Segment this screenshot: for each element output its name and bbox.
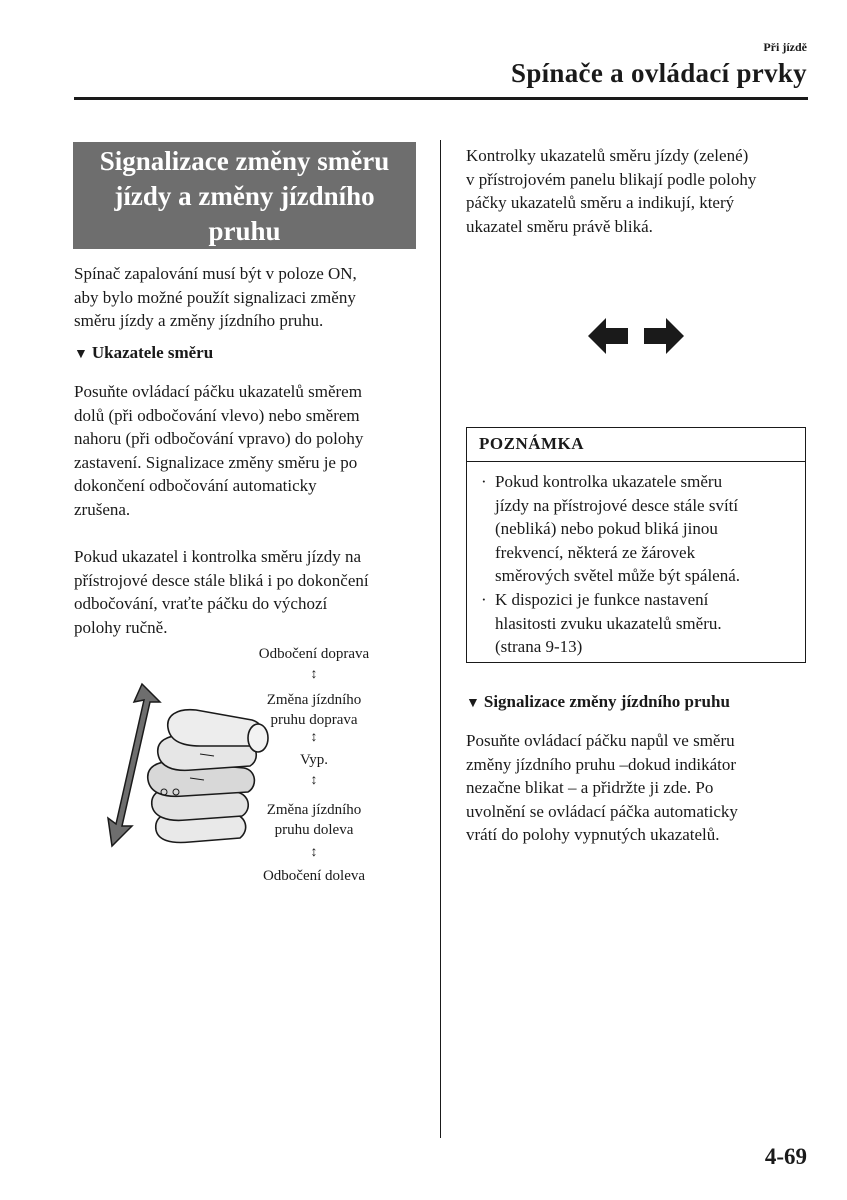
text-line: zastavení. Signalizace změny směru je po <box>74 452 358 472</box>
text-line: Spínač zapalování musí být v poloze ON, <box>74 264 357 283</box>
note-box <box>466 427 806 663</box>
page-number: 4-69 <box>764 1144 807 1169</box>
dot-bullet-icon: · <box>481 590 487 609</box>
label-lane-left <box>204 800 424 840</box>
text-line: Pokud ukazatel i kontrolka směru jízdy na <box>74 547 362 566</box>
text-line: K dispozici je funkce nastavení <box>495 590 709 609</box>
triangle-bullet-icon: ▼ <box>74 347 88 362</box>
turn-signal-paragraph <box>74 380 363 522</box>
label-line: pruhu doprava <box>270 712 358 728</box>
subheading-text: Signalizace změny jízdního pruhu <box>483 692 730 711</box>
text-line: aby bylo možné použít signalizaci změny <box>74 287 356 307</box>
updown-arrow-icon: ↕ <box>310 730 318 745</box>
dot-bullet-icon: · <box>481 472 487 491</box>
subheading-lane-change <box>466 692 730 712</box>
text-line: ukazatel směru právě bliká. <box>466 216 653 236</box>
left-arrow-icon <box>588 318 628 354</box>
subheading-turn-signals <box>74 343 213 363</box>
label-line: pruhu doleva <box>274 822 354 838</box>
text-line: dolů (při odbočování vlevo) nebo směrem <box>74 405 360 425</box>
text-line: vrátí do polohy vypnutých ukazatelů. <box>466 825 720 845</box>
section-title-box <box>73 142 416 249</box>
text-line: polohy ručně. <box>74 617 168 637</box>
label-right-turn: Odbočení doprava <box>258 646 370 662</box>
double-arrow-icon <box>108 684 160 846</box>
text-line: dokončení odbočování automaticky <box>74 476 317 496</box>
updown-arrow-icon: ↕ <box>310 845 318 860</box>
text-line: uvolnění se ovládací páčka automaticky <box>466 801 738 821</box>
running-header-chapter: Spínače a ovládací prvky <box>511 58 807 88</box>
updown-arrow-icon: ↕ <box>310 667 318 682</box>
label-line: Změna jízdního <box>266 692 362 708</box>
manual-return-paragraph <box>74 545 369 639</box>
text-line: jízdy na přístrojové desce stále svítí <box>495 495 739 515</box>
note-item <box>481 588 722 659</box>
text-line: Posuňte ovládací páčku napůl ve směru <box>466 731 735 750</box>
intro-paragraph <box>74 262 357 333</box>
text-line: Pokud kontrolka ukazatele směru <box>495 472 723 491</box>
right-arrow-icon <box>644 318 684 354</box>
text-line: směru jízdy a změny jízdního pruhu. <box>74 311 324 331</box>
note-heading: POZNÁMKA <box>479 434 585 453</box>
lever-figure <box>94 640 424 890</box>
header-rule <box>74 97 808 100</box>
text-line: frekvencí, některá ze žárovek <box>495 542 696 562</box>
note-item <box>481 470 740 588</box>
label-left-turn: Odbočení doleva <box>262 868 366 884</box>
text-line: hlasitosti zvuku ukazatelů směru. <box>495 613 722 633</box>
updown-arrow-icon: ↕ <box>310 773 318 788</box>
text-line: páčky ukazatelů směru a indikují, který <box>466 193 735 213</box>
running-header-section: Při jízdě <box>763 40 807 54</box>
text-line: nezačne blikat – a přidržte ji zde. Po <box>466 778 714 798</box>
label-off: Vyp. <box>300 752 328 768</box>
turn-indicator-arrows <box>588 318 684 354</box>
text-line: zrušena. <box>74 499 131 519</box>
text-line: Kontrolky ukazatelů směru jízdy (zelené) <box>466 146 749 165</box>
text-line: směrových světel může být spálená. <box>495 566 741 585</box>
text-line: změny jízdního pruhu –dokud indikátor <box>466 754 737 774</box>
section-title-line: Signalizace změny směru <box>99 146 390 176</box>
subheading-text: Ukazatele směru <box>91 343 214 362</box>
lane-change-paragraph <box>466 729 738 847</box>
label-lane-right <box>204 690 424 730</box>
note-header <box>467 428 805 462</box>
text-line: nahoru (při odbočování vpravo) do polohy <box>74 429 364 449</box>
column-divider <box>440 140 441 1138</box>
label-line: Změna jízdního <box>266 802 362 818</box>
text-line: (strana 9-13) <box>495 637 583 656</box>
triangle-bullet-icon: ▼ <box>466 696 480 711</box>
text-line: Posuňte ovládací páčku ukazatelů směrem <box>74 382 362 401</box>
indicator-paragraph <box>466 144 756 238</box>
section-title-line: pruhu <box>208 216 281 246</box>
text-line: v přístrojovém panelu blikají podle polohy <box>466 169 757 189</box>
section-title-line: jízdy a změny jízdního <box>114 181 375 211</box>
text-line: odbočování, vraťte páčku do výchozí <box>74 594 328 614</box>
text-line: přístrojové desce stále bliká i po dokončení <box>74 570 369 590</box>
text-line: (nebliká) nebo pokud bliká jinou <box>495 519 718 538</box>
